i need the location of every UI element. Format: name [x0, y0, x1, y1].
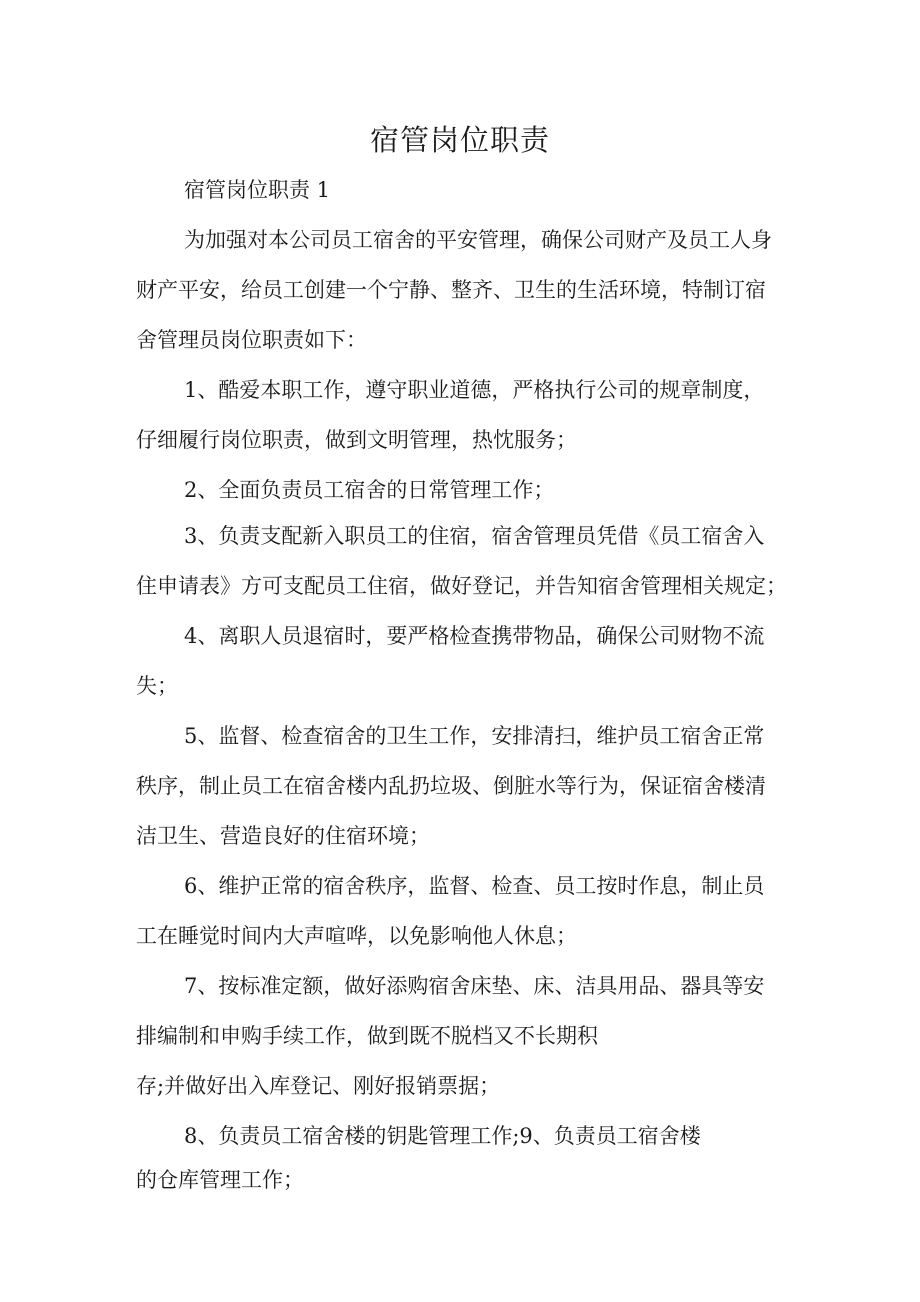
paragraph-line: 1、酷爱本职工作，遵守职业道德，严格执行公司的规章制度，: [184, 378, 765, 402]
paragraph-line: 仔细履行岗位职责，做到文明管理，热忱服务；: [136, 428, 577, 452]
section-heading: 宿管岗位职责 1: [184, 178, 331, 202]
paragraph-line: 住申请表》方可支配员工住宿，做好登记，并告知宿舍管理相关规定；: [136, 574, 787, 598]
paragraph-line: 存;并做好出入库登记、刚好报销票据；: [136, 1074, 501, 1098]
paragraph-line: 财产平安，给员工创建一个宁静、整齐、卫生的生活环境，特制订宿: [136, 278, 766, 302]
paragraph-line: 6、维护正常的宿舍秩序，监督、检查、员工按时作息，制止员: [184, 874, 765, 898]
paragraph-line: 秩序，制止员工在宿舍楼内乱扔垃圾、倒脏水等行为，保证宿舍楼清: [136, 774, 766, 798]
paragraph-line: 2、全面负责员工宿舍的日常管理工作；: [184, 478, 555, 502]
document-title: 宿管岗位职责: [369, 123, 550, 157]
paragraph-line: 5、监督、检查宿舍的卫生工作，安排清扫，维护员工宿舍正常: [184, 724, 765, 748]
paragraph-line: 4、离职人员退宿时，要严格检查携带物品，确保公司财物不流: [184, 624, 765, 648]
paragraph-line: 排编制和申购手续工作，做到既不脱档又不长期积: [136, 1024, 598, 1048]
paragraph-line: 8、负责员工宿舍楼的钥匙管理工作;9、负责员工宿舍楼: [184, 1124, 701, 1148]
paragraph-line: 舍管理员岗位职责如下：: [136, 328, 367, 352]
paragraph-line: 7、按标准定额，做好添购宿舍床垫、床、洁具用品、器具等安: [184, 974, 765, 998]
paragraph-line: 工在睡觉时间内大声喧哗，以免影响他人休息；: [136, 924, 577, 948]
paragraph-line: 的仓库管理工作；: [136, 1168, 304, 1192]
paragraph-line: 3、负责支配新入职员工的住宿，宿舍管理员凭借《员工宿舍入: [184, 524, 765, 548]
paragraph-line: 失；: [136, 674, 178, 698]
paragraph-line: 洁卫生、营造良好的住宿环境；: [136, 824, 430, 848]
paragraph-line: 为加强对本公司员工宿舍的平安管理，确保公司财产及员工人身: [184, 228, 772, 252]
